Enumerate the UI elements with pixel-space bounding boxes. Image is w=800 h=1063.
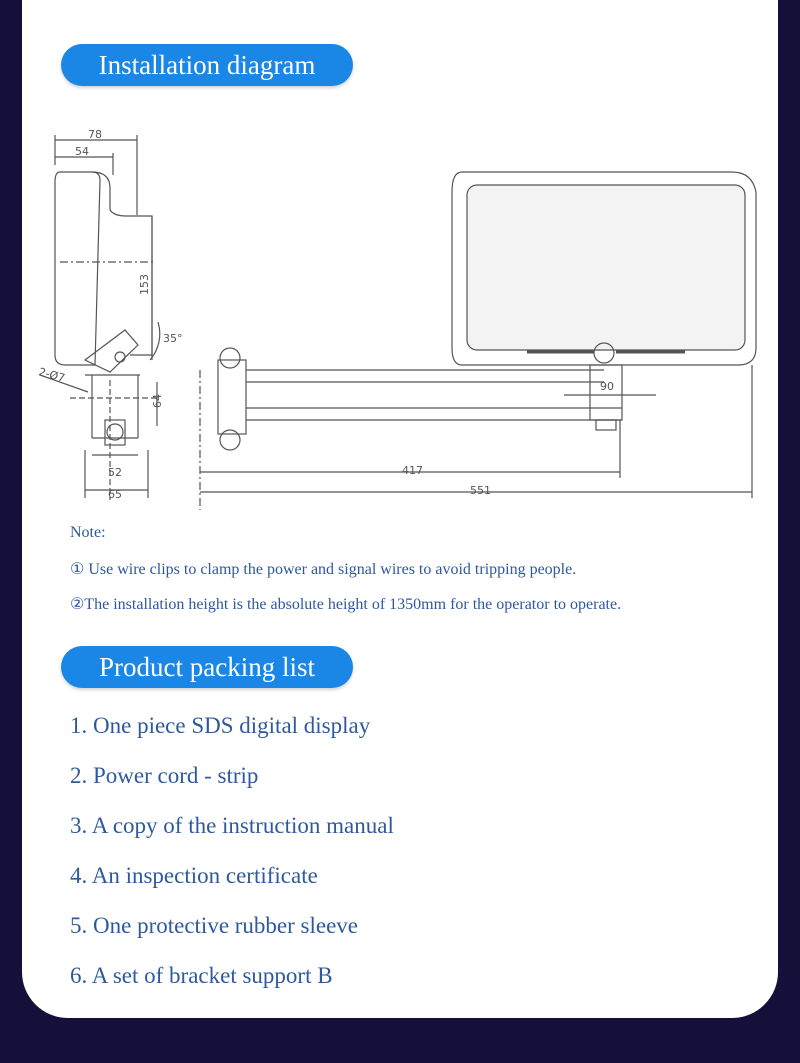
packing-list-item: 5. One protective rubber sleeve	[70, 913, 359, 938]
dim-side-height: 153	[138, 274, 151, 295]
dim-bracket-height: 64	[151, 394, 164, 408]
packing-list-item: 6. A set of bracket support B	[70, 963, 333, 988]
note-item-2: ②The installation height is the absolute height of 1350mm for the operator to operate.	[70, 596, 622, 613]
dim-mount-width: 90	[600, 380, 614, 393]
packing-list	[70, 712, 394, 1012]
packing-list-item: 1. One piece SDS digital display	[70, 713, 371, 738]
side-view	[40, 135, 160, 500]
dim-arm-length: 417	[402, 464, 423, 477]
dim-tilt-angle: 35°	[163, 332, 183, 345]
note-title: Note:	[70, 524, 106, 541]
dim-overall-length: 551	[470, 484, 491, 497]
installation-diagram-heading: Installation diagram	[61, 44, 353, 86]
packing-list-item: 3. A copy of the instruction manual	[70, 813, 394, 838]
packing-list-item: 4. An inspection certificate	[70, 863, 318, 888]
dim-bracket-outer-width: 65	[108, 488, 122, 501]
note-item-1: ① Use wire clips to clamp the power and signal wires to avoid tripping people.	[70, 561, 577, 578]
installation-diagram	[30, 120, 770, 510]
packing-list-heading: Product packing list	[61, 646, 353, 688]
dim-side-head-width: 54	[75, 145, 89, 158]
front-view	[200, 172, 756, 510]
dim-holes: 2-Ø7	[37, 365, 67, 385]
packing-list-item: 2. Power cord - strip	[70, 763, 259, 788]
dim-bracket-inner-width: 52	[108, 466, 122, 479]
dim-side-total-width: 78	[88, 128, 102, 141]
